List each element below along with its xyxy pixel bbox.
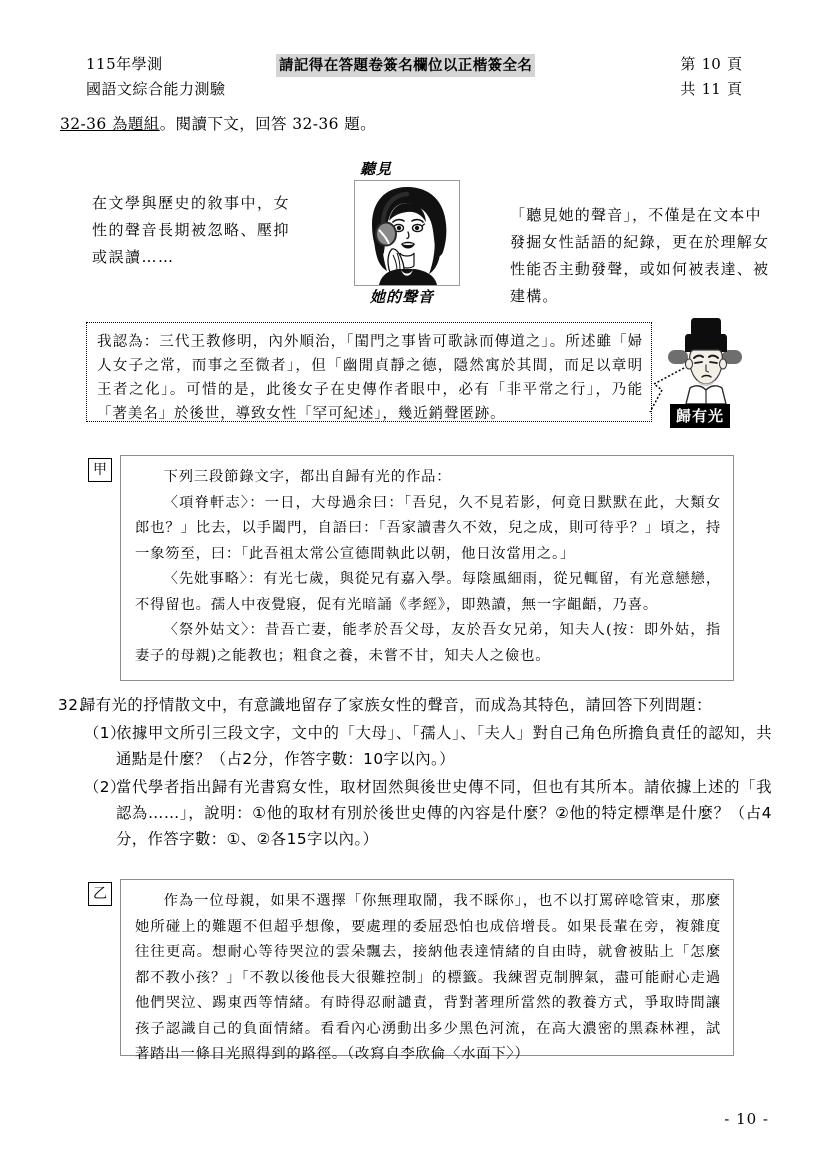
illustration-label-top: 聽見 (360, 160, 393, 178)
header-exam-subject: 國語文綜合能力測驗 (86, 80, 226, 98)
passage-tag-jia-text: 甲 (93, 462, 107, 478)
total-number: 11 (701, 80, 721, 98)
passage-tag-yi-text: 乙 (93, 886, 107, 902)
header-exam-info (86, 52, 226, 102)
page-unit: 頁 (726, 55, 742, 73)
passage-jia-paragraph: 〈先妣事略〉：有光七歲，與從兄有嘉入學。每陰風細雨，從兄輒留，有光意戀戀，不得留也。孺人中夜覺寢，促有光暗誦《孝經》，即熟讀，無一字齟齬，乃喜。 (135, 571, 721, 613)
page-header (86, 52, 742, 104)
illustration-figure (332, 158, 482, 308)
question-32-sub-2-marker: （2） (84, 778, 126, 796)
passage-yi-paragraph: 作為一位母親，如果不選擇「你無理取鬧，我不睬你」，也不以打罵碎唸管束，那麼她所碰上的難題不但超乎想像，要處理的委屈恐怕也成倍增長。如果長輩在旁，複雜度往往更高。想耐心等待哭泣的雲朵飄去，接納他表達情緒的自由時，就會被貼上「怎麼都不教小孩？」「不教以後他長大很難控制」的標籤。我練習克制脾氣，盡可能耐心走過他們哭泣、踢東西等情緒。有時得忍耐譴責，背對著理所當然的教養方式，爭取時間讓孩子認識自己的負面情緒。看看內心湧動出多少黑色河流，在高大濃密的黑森林裡，試著踏出一條日光照得到的路徑。（改寫自李欣倫〈水面下〉） (135, 893, 721, 1062)
page-label: 第 (680, 55, 696, 73)
passage-jia-paragraph: 〈祭外姑文〉：昔吾亡妻，能孝於吾父母，友於吾女兄弟，知夫人(按：即外姑，指妻子的母親)之能教也；粗食之養，未嘗不甘，知夫人之儉也。 (135, 622, 721, 664)
question-32-sub-2-text: 當代學者指出歸有光書寫女性，取材固然與後世史傳不同，但也有其所本。請依據上述的「我認為……」，說明：①他的取材有別於後世史傳的內容是什麼？②他的特定標準是什麼？（占4分，作答字數：①、②各15字以內。） (116, 778, 772, 848)
illustration-left-caption: 在文學與歷史的敘事中，女性的聲音長期被忽略、壓抑或誤讀…… (92, 194, 291, 266)
passage-jia-paragraph: 〈項脊軒志〉：一日，大母過余曰：「吾兒，久不見若影，何竟日默默在此，大類女郎也？」比去，以手闔門，自語曰：「吾家讀書久不效，兒之成，則可待乎？」頃之，持一象笏至，曰：「此吾祖太常公宣德間執此以朝，他日汝當用之。」 (135, 494, 721, 562)
illustration-label-bottom: 她的聲音 (370, 288, 435, 306)
question-32-sub-1-marker: （1） (84, 724, 126, 742)
question-32-stem: 歸有光的抒情散文中，有意識地留存了家族女性的聲音，而成為其特色，請回答下列問題： (80, 696, 712, 714)
passage-tag-jia (88, 458, 112, 482)
header-exam-year: 115年學測 (86, 55, 163, 73)
passage-box-yi (120, 879, 734, 1062)
speech-bubble-box (86, 322, 652, 422)
scholar-figure (664, 312, 748, 432)
scholar-portrait-icon (664, 312, 748, 408)
total-unit: 頁 (726, 80, 742, 98)
passage-yi-content (121, 880, 733, 1078)
question-32-sub-1-text: 依據甲文所引三段文字，文中的「大母」、「孺人」、「夫人」對自己角色所擔負責任的認知，共通點是什麼？（占2分，作答字數：10字以內。） (116, 724, 772, 768)
page-number: 10 (701, 55, 721, 73)
passage-tag-yi (88, 882, 112, 906)
question-32-sub-2 (58, 774, 772, 852)
illustration-area (60, 158, 770, 308)
page-footer: - 10 - (724, 1110, 769, 1128)
header-signature-notice: 請記得在答題卷簽名欄位以正楷簽全名 (276, 54, 535, 77)
question-32 (58, 692, 772, 852)
passage-box-jia (120, 455, 734, 681)
header-total-pages (680, 77, 742, 102)
header-current-page (680, 52, 742, 77)
question-range-label: 32-36 為題組 (60, 115, 160, 133)
scholar-name-label: 歸有光 (670, 404, 730, 428)
question-32-sub-1 (58, 720, 772, 772)
total-label: 共 (680, 80, 696, 98)
passage-jia-content (121, 456, 733, 679)
question-group-intro (60, 112, 376, 134)
question-intro-rest: 。閱讀下文，回答 32-36 題。 (159, 115, 377, 133)
illustration-right-caption: 「聽見她的聲音」，不僅是在文本中發掘女性話語的紀錄，更在於理解女性能否主動發聲，或如何被表達、被建構。 (510, 206, 770, 305)
question-32-number: 32. (58, 696, 84, 714)
woman-with-headphones-icon (354, 180, 460, 286)
speech-bubble-text: 我認為：三代王教修明，內外順治，「閨門之事皆可歌詠而傳道之」。所述雖「婦人女子之常，而事之至微者」，但「幽閒貞靜之德，隱然寓於其間，而足以章明王者之化」。可惜的是，此後女子在史傳作者眼中，必有「非平常之行」，乃能「著美名」於後世，導致女性「罕可紀述」，幾近銷聲匿跡。 (97, 334, 643, 422)
question-32-stem-row (58, 692, 772, 718)
header-page-info (680, 52, 742, 102)
passage-jia-lead: 下列三段節錄文字，都出自歸有光的作品： (163, 469, 452, 485)
